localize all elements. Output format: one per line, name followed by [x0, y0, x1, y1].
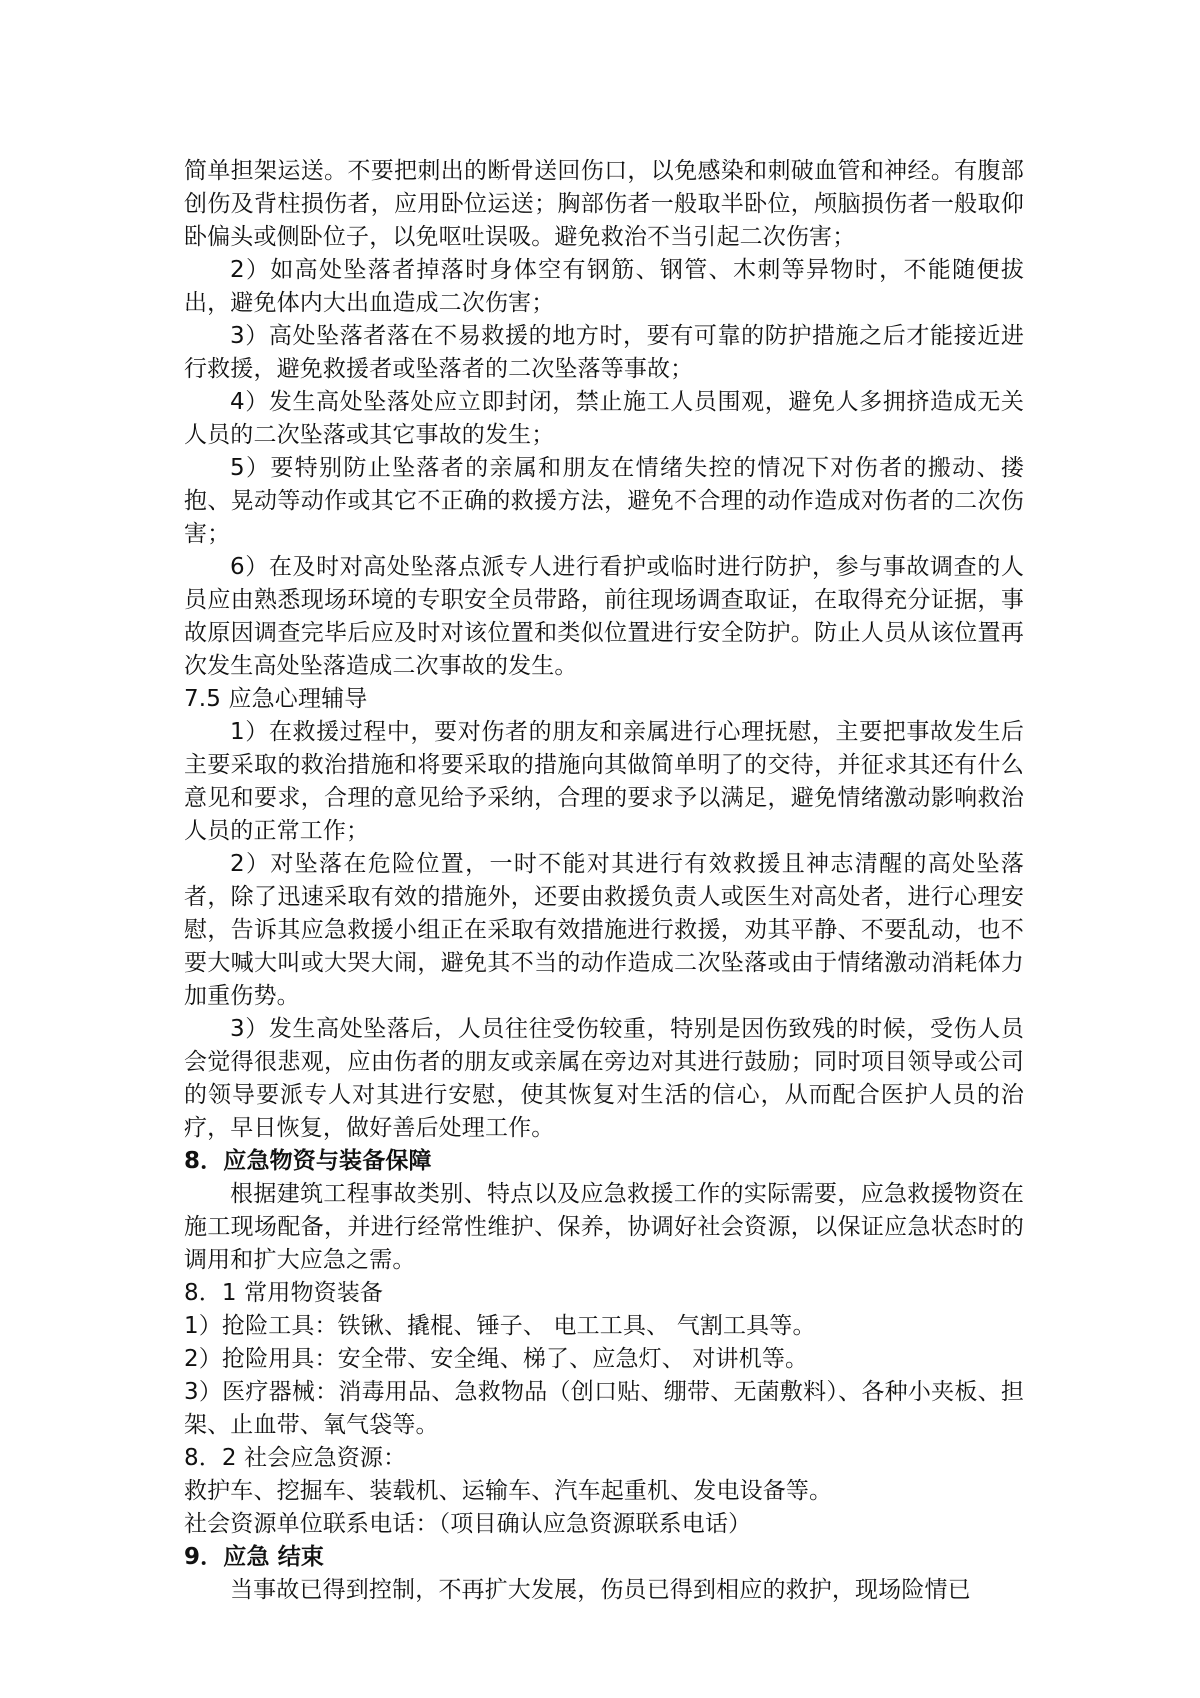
section-8-1-title: 8．1 常用物资装备 [184, 1280, 384, 1306]
list-item-rescue-tools: 1）抢险工具：铁锹、撬棍、锤子、 电工工具、 气割工具等。 [184, 1313, 816, 1339]
paragraph-psych-item-1: 1）在救援过程中，要对伤者的朋友和亲属进行心理抚慰，主要把事故发生后主要采取的救治措施和将要采取的措施向其做简单明了的交待，并征求其还有什么意见和要求，合理的意见给予采纳，合理的要求予以满足，避免情绪激动影响救治人员的正常工作； [184, 719, 1024, 844]
section-7-5-title: 7.5 应急心理辅导 [184, 686, 368, 712]
paragraph-transport-method: 简单担架运送。不要把刺出的断骨送回伤口，以免感染和刺破血管和神经。有腹部创伤及背柱损伤者，应用卧位运送；胸部伤者一般取半卧位，颅脑损伤者一般取仰卧偏头或侧卧位子，以免呕吐误吸。避免救治不当引起二次伤害； [184, 158, 1024, 250]
paragraph-psych-item-3: 3）发生高处坠落后，人员往往受伤较重，特别是因伤致残的时候，受伤人员会觉得很悲观，应由伤者的朋友或亲属在旁边对其进行鼓励；同时项目领导或公司的领导要派专人对其进行安慰，使其恢复对生活的信心，从而配合医护人员的治疗，早日恢复，做好善后处理工作。 [184, 1016, 1024, 1141]
paragraph-item-6-investigation: 6）在及时对高处坠落点派专人进行看护或临时进行防护，参与事故调查的人员应由熟悉现场环境的专职安全员带路，前往现场调查取证，在取得充分证据，事故原因调查完毕后应及时对该位置和类似位置进行安全防护。防止人员从该位置再次发生高处坠落造成二次事故的发生。 [184, 554, 1024, 679]
section-8-heading: 8．应急物资与装备保障 [184, 1148, 432, 1174]
section-9-heading: 9．应急 结束 [184, 1544, 325, 1570]
paragraph-materials-intro: 根据建筑工程事故类别、特点以及应急救援工作的实际需要，应急救援物资在施工现场配备，并进行经常性维护、保养，协调好社会资源，以保证应急状态时的调用和扩大应急之需。 [184, 1181, 1024, 1273]
document-page [184, 155, 1024, 1607]
list-item-medical-equipment: 3）医疗器械：消毒用品、急救物品（创口贴、绷带、无菌敷料）、各种小夹板、担架、止血带、氧气袋等。 [184, 1379, 1024, 1438]
section-8-2-title: 8．2 社会应急资源： [184, 1445, 407, 1471]
list-item-rescue-supplies: 2）抢险用具：安全带、安全绳、梯了、应急灯、 对讲机等。 [184, 1346, 809, 1372]
paragraph-item-5-relatives: 5）要特别防止坠落者的亲属和朋友在情绪失控的情况下对伤者的搬动、搂抱、晃动等动作或其它不正确的救援方法，避免不合理的动作造成对伤者的二次伤害； [184, 455, 1024, 547]
social-resources-contact: 社会资源单位联系电话：（项目确认应急资源联系电话） [184, 1511, 752, 1537]
paragraph-item-4-seal-site: 4）发生高处坠落处应立即封闭，禁止施工人员围观，避免人多拥挤造成无关人员的二次坠落或其它事故的发生； [184, 389, 1024, 448]
paragraph-item-3-protective-measures: 3）高处坠落者落在不易救援的地方时，要有可靠的防护措施之后才能接近进行救援，避免救援者或坠落者的二次坠落等事故； [184, 323, 1024, 382]
social-resources-list: 救护车、挖掘车、装载机、运输车、汽车起重机、发电设备等。 [184, 1478, 833, 1504]
paragraph-item-2-foreign-objects: 2）如高处坠落者掉落时身体空有钢筋、钢管、木刺等异物时，不能随便拔出，避免体内大出血造成二次伤害； [184, 257, 1024, 316]
paragraph-psych-item-2: 2）对坠落在危险位置，一时不能对其进行有效救援且神志清醒的高处坠落者，除了迅速采取有效的措施外，还要由救援负责人或医生对高处者，进行心理安慰，告诉其应急救援小组正在采取有效措施进行救援，劝其平静、不要乱动，也不要大喊大叫或大哭大闹，避免其不当的动作造成二次坠落或由于情绪激动消耗体力加重伤势。 [184, 851, 1024, 1009]
paragraph-end-of-emergency: 当事故已得到控制，不再扩大发展，伤员已得到相应的救护，现场险情已 [230, 1577, 971, 1603]
